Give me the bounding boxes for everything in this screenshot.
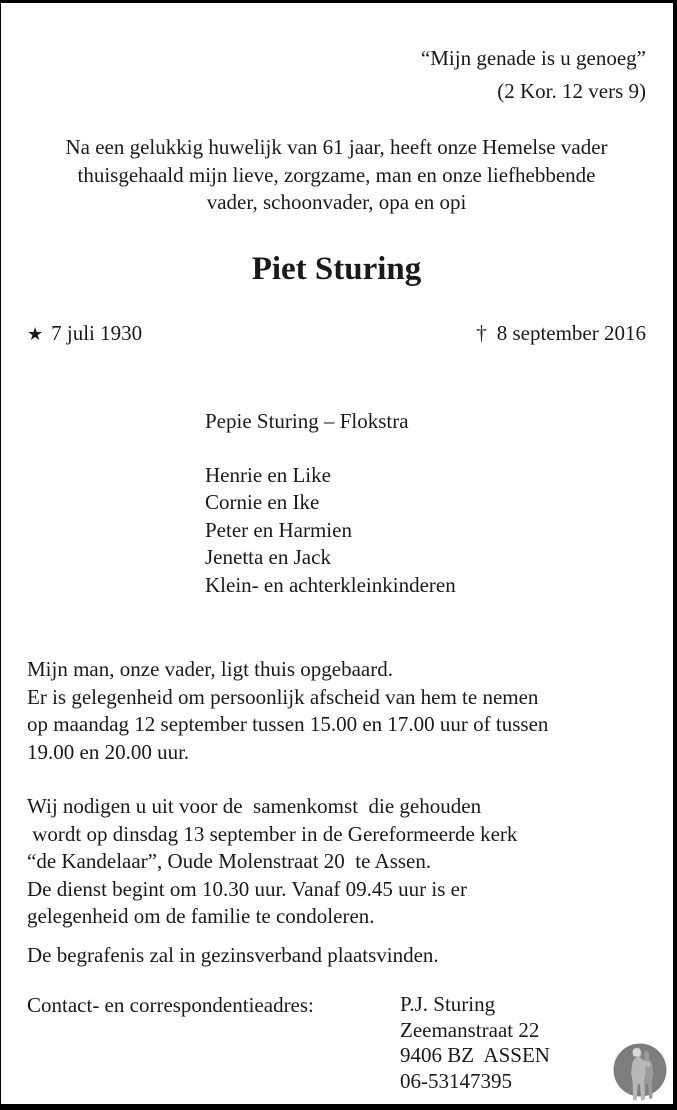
- contact-city: 9406 BZ ASSEN: [400, 1043, 550, 1067]
- family-member: Klein- en achterkleinkinderen: [205, 572, 456, 597]
- wake-line: 19.00 en 20.00 uur.: [27, 739, 190, 764]
- spouse-name: Pepie Sturing – Flokstra: [205, 409, 409, 433]
- intro-line: Na een gelukkig huwelijk van 61 jaar, heeft onze Hemelse vader: [65, 135, 608, 159]
- service-line: gelegenheid om de familie te condoleren.: [27, 904, 375, 928]
- death-date: [476, 320, 646, 348]
- burial-paragraph: [27, 942, 646, 970]
- announcement-intro: [27, 134, 646, 217]
- service-line: wordt op dinsdag 13 september in de Gereformeerde kerk: [27, 821, 518, 846]
- quote-text: “Mijn genade is u genoeg”: [420, 46, 646, 70]
- family-member: Cornie en Ike: [205, 490, 320, 514]
- birth-date: [27, 320, 142, 349]
- burial-line: De begrafenis zal in gezinsverband plaatsvinden.: [27, 942, 439, 967]
- scripture-quote: [27, 42, 646, 108]
- birth-date-text: 7 juli 1930: [51, 320, 143, 345]
- service-line: “de Kandelaar”, Oude Molenstraat 20 te Assen.: [27, 849, 432, 873]
- death-cross-icon: †: [476, 320, 487, 345]
- embracing-figures-logo: [612, 1043, 668, 1101]
- birth-star-icon: ★: [27, 323, 44, 344]
- deceased-name: Piet Sturing: [251, 250, 422, 287]
- intro-line: thuisgehaald mijn lieve, zorgzame, man en onze liefhebbende: [77, 162, 596, 187]
- contact-street: Zeemanstraat 22: [400, 1017, 540, 1042]
- intro-line: vader, schoonvader, opa en opi: [206, 190, 467, 214]
- contact-phone: 06-53147395: [400, 1068, 512, 1093]
- quote-reference: (2 Kor. 12 vers 9): [497, 79, 646, 103]
- service-line: Wij nodigen u uit voor de samenkomst die gehouden: [27, 794, 482, 818]
- wake-line: Mijn man, onze vader, ligt thuis opgebaard.: [27, 657, 393, 681]
- wake-paragraph: [27, 656, 646, 766]
- contact-name: P.J. Sturing: [400, 992, 496, 1016]
- service-line: De dienst begint om 10.30 uur. Vanaf 09.45 uur is er: [27, 876, 467, 901]
- wake-line: op maandag 12 september tussen 15.00 en 17.00 uur of tussen: [27, 712, 549, 736]
- contact-address: [400, 992, 550, 1094]
- family-member: Jenetta en Jack: [205, 545, 331, 569]
- service-paragraph: [27, 793, 646, 931]
- family-member: Henrie en Like: [205, 462, 331, 487]
- death-date-text: 8 september 2016: [496, 320, 646, 345]
- contact-label: Contact- en correspondentieadres:: [27, 993, 314, 1017]
- family-member: Peter en Harmien: [205, 517, 352, 542]
- contact-section: [27, 992, 646, 1094]
- embracing-figures-icon: [612, 1043, 668, 1101]
- life-dates: [27, 320, 646, 349]
- wake-line: Er is gelegenheid om persoonlijk afscheid van hem te nemen: [27, 684, 539, 709]
- children-list: [205, 462, 646, 600]
- family-block: [205, 408, 646, 599]
